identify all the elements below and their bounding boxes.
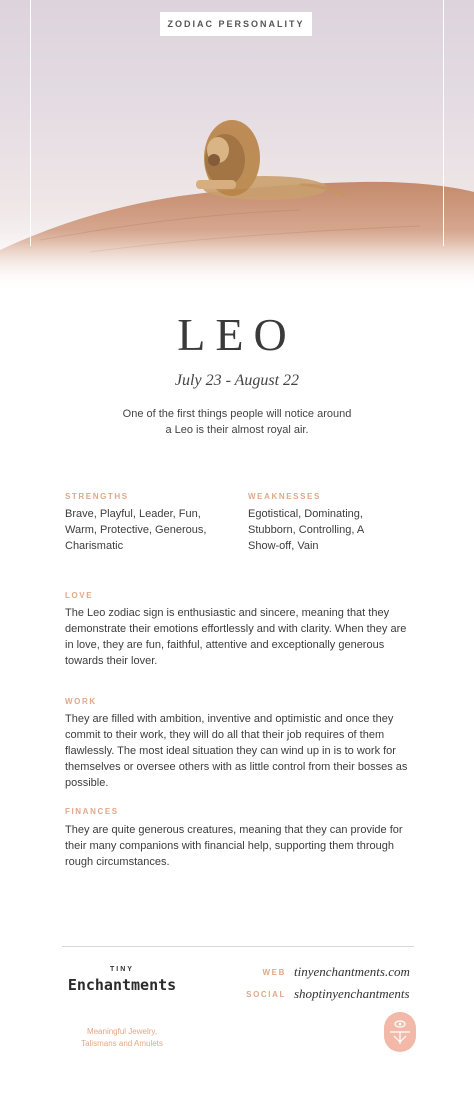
work-label: WORK — [65, 697, 97, 706]
brand-tagline-line: Meaningful Jewelry, — [86, 1027, 158, 1036]
strengths-list — [65, 506, 235, 554]
sign-title: LEO — [177, 309, 297, 360]
zodiac-personality-badge: ZODIAC PERSONALITY — [160, 12, 312, 36]
work-text: They are filled with ambition, inventive and optimistic and once they commit to their work, they will do all that their job requires of them flawlessly. The most ideal situation they can wind up in is to work for themselves or oversee others with as little control from their bosses as possible. — [65, 713, 408, 789]
lion-on-rock-illustration — [0, 0, 474, 290]
lion — [196, 120, 345, 200]
web-link[interactable]: tinyenchantments.com — [294, 964, 410, 979]
strengths-line: Charismatic — [65, 540, 124, 552]
love-label: LOVE — [65, 591, 94, 600]
hero-lion-image — [0, 0, 474, 290]
brand-logo-text: Enchantments — [67, 976, 177, 994]
strengths-line: Warm, Protective, Generous, — [65, 524, 207, 536]
weaknesses-line: Egotistical, Dominating, — [248, 508, 363, 520]
weaknesses-line: Show-off, Vain — [248, 540, 319, 552]
social-label: SOCIAL — [246, 990, 286, 999]
footer-divider — [62, 946, 414, 947]
frame-right-line — [443, 0, 444, 246]
brand-tagline — [62, 1026, 182, 1050]
weaknesses-list — [248, 506, 418, 554]
frame-left-line — [30, 0, 31, 246]
finances-label: FINANCES — [65, 807, 119, 816]
strengths-line: Brave, Playful, Leader, Fun, — [65, 508, 201, 520]
love-text: The Leo zodiac sign is enthusiastic and sincere, meaning that they demonstrate their emotions effortlessly and with clarity. When they are in love, they are fun, faithful, attentive and exceptionally generous towards their lover. — [65, 607, 407, 667]
strengths-label: STRENGTHS — [65, 492, 129, 501]
finances-text: They are quite generous creatures, meaning that they can provide for their many companions with financial help, supporting them through rough circumstances. — [65, 824, 403, 868]
social-link[interactable]: shoptinyenchantments — [294, 986, 410, 1001]
sign-intro: One of the first things people will notice around a Leo is their almost royal air. — [122, 408, 352, 436]
weaknesses-line: Stubborn, Controlling, A — [248, 524, 365, 536]
weaknesses-label: WEAKNESSES — [248, 492, 321, 501]
brand-tagline-line: Talismans and Amulets — [81, 1039, 163, 1048]
brand-emblem-icon — [384, 1012, 416, 1052]
sign-dates: July 23 - August 22 — [174, 372, 300, 389]
web-label: WEB — [262, 968, 286, 977]
brand-tiny: TINY — [110, 966, 134, 973]
